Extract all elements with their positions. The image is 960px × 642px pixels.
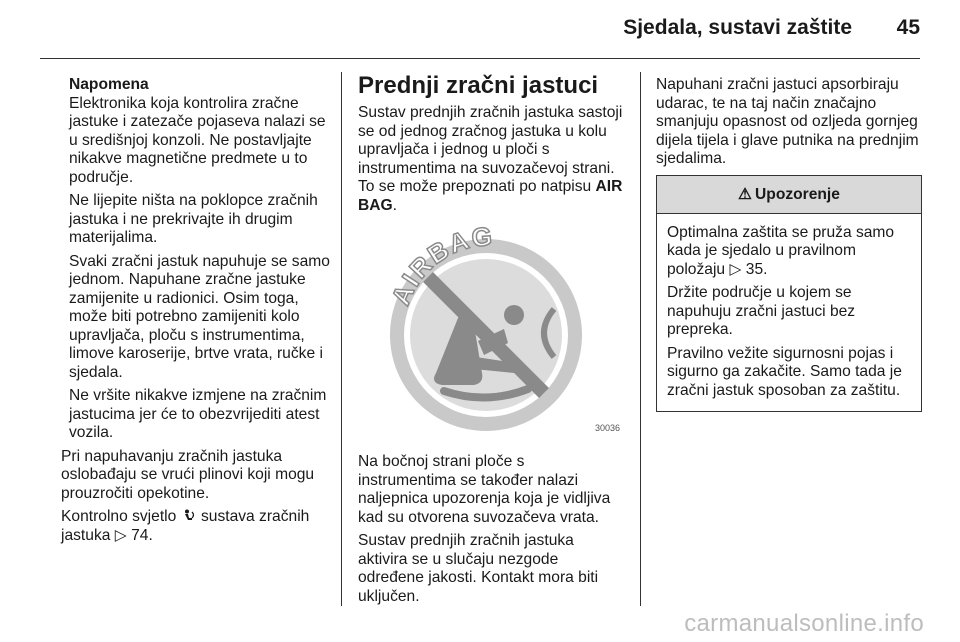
body-paragraph: Sustav prednjih zračnih jastuka aktivira se u slučaju nezgode određene jakosti. Kontakt mora biti uključen. <box>358 532 599 605</box>
warning-paragraph: Optimalna zaštita se pruža samo kada je sjedalo u pravilnom položaju ▷ 35. <box>667 223 895 278</box>
warning-paragraph: Držite područje u kojem se napuhuju zračni jastuci bez prepreka. <box>667 284 856 338</box>
body-paragraph: Pri napuhavanju zračnih jastuka oslobađaju se vrući plinovi koji mogu prouzročiti opekotine. <box>61 447 315 502</box>
note-paragraph: Svaki zračni jastuk napuhuje se samo jednom. Napuhane zračne jastuke zamijenite u radionici. Osim toga, može biti potrebno zamijeniti kolo upravljača, ploču s instrumentima, limove karoserije, brtve vrata, ručke i sjedala. <box>69 252 330 381</box>
body-paragraph: Na bočnoj strani ploče s instrumentima se također nalazi naljepnica upozorenja koja je vidljiva kad su otvorena suvozačeva vrata. <box>358 453 611 526</box>
page-header <box>0 0 960 58</box>
airbag-warning-light-icon <box>183 509 195 523</box>
note-paragraph: Ne vršite nikakve izmjene na zračnim jastucima jer će to obezvrijediti atest vozila. <box>69 387 327 441</box>
column-divider-1 <box>341 72 342 606</box>
watermark-brand: carmanualsonline.info <box>684 610 924 637</box>
page-ref-icon: ▷ <box>729 260 742 278</box>
airbag-sticker-figure <box>358 223 624 439</box>
body-paragraph: Napuhani zračni jastuci apsorbiraju udarac, te na taj način značajno smanjuju opasnost od ozljeda gornjeg dijela tijela i glave putnika na prednjim sjedalima. <box>656 76 919 167</box>
column-3 <box>656 76 922 412</box>
column-divider-2 <box>640 72 641 606</box>
page-number: 45 <box>896 16 920 39</box>
airbag-label: AIR BAG <box>358 178 623 214</box>
page-ref-icon: ▷ <box>114 526 127 544</box>
warning-paragraph: Pravilno vežite sigurnosni pojas i sigurno ga zakačite. Samo tada je zračni jastuk sposoban za zaštitu. <box>667 344 902 399</box>
header-rule <box>40 58 920 59</box>
section-title: Prednji zračni jastuci <box>358 72 599 99</box>
note-paragraph: Elektronika koja kontrolira zračne jastuke i zatezače pojaseva nalazi se u središnjoj konzoli. Ne postavljajte nikakve magnetične predmete u to područje. <box>69 94 326 186</box>
warning-box <box>656 175 922 413</box>
note-block <box>61 76 331 443</box>
warning-triangle-icon: ⚠ <box>738 185 753 203</box>
warning-title: Upozorenje <box>755 185 840 203</box>
svg-text:AIRBAG: AIRBAG <box>385 223 496 310</box>
airbag-sticker-label <box>358 223 624 439</box>
body-paragraph: Kontrolno svjetlo sustava zračnih jastuka ▷ 74. <box>61 508 310 544</box>
warning-header <box>657 176 921 214</box>
column-1 <box>61 76 331 550</box>
page-title: Sjedala, sustavi zaštite <box>623 16 852 39</box>
body-paragraph: Sustav prednjih zračnih jastuka sastoji se od jednog zračnog jastuka u kolu upravljača i jednog u ploči s instrumentima na suvozačevoj strani. To se može prepoznati po natpisu AIR BAG. <box>358 104 623 214</box>
column-2 <box>358 72 624 611</box>
warning-body <box>657 214 921 412</box>
note-title: Napomena <box>69 76 149 93</box>
page-ref[interactable]: 74. <box>131 526 153 544</box>
page-ref[interactable]: 35. <box>745 260 768 278</box>
note-paragraph: Ne lijepite ništa na poklopce zračnih jastuka i ne prekrivajte ih drugim materijalima. <box>69 192 318 246</box>
figure-code: 30036 <box>594 422 620 433</box>
